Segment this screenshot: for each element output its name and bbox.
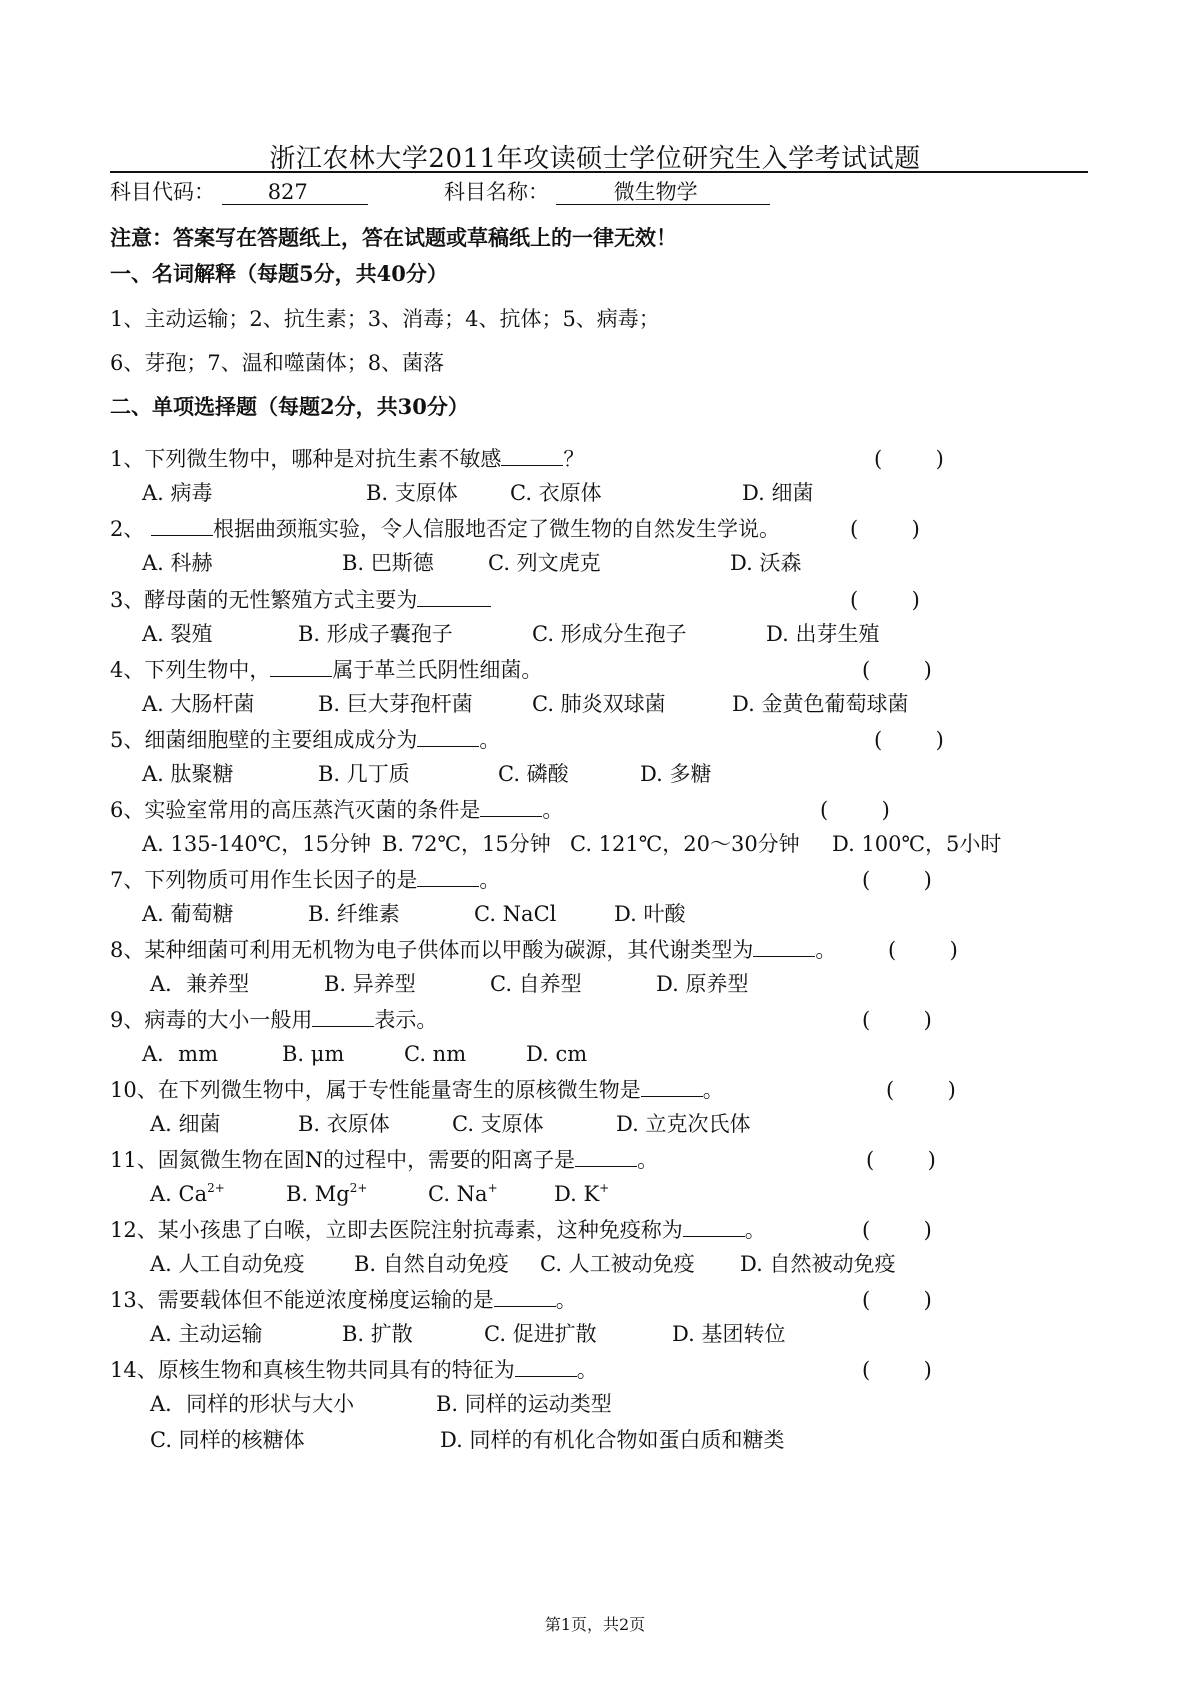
answer-option: B. 几丁质 <box>318 762 410 786</box>
answer-option: D. 多糖 <box>640 762 712 786</box>
answer-blank <box>683 1216 745 1237</box>
answer-option: B. 异养型 <box>324 972 416 996</box>
question-text: 9、病毒的大小一般用 <box>110 1008 313 1032</box>
answer-option: D. cm <box>526 1042 588 1066</box>
answer-option: C. Na+ <box>428 1181 498 1206</box>
question-text: 。 <box>576 1358 598 1382</box>
answer-blank <box>515 1356 577 1377</box>
page-title: 浙江农林大学2011年攻读硕士学位研究生入学考试试题 <box>269 144 921 174</box>
answer-option: D. 原养型 <box>656 972 749 996</box>
answer-blank <box>641 1076 703 1097</box>
question-stem <box>110 796 563 824</box>
answer-blank <box>417 866 479 887</box>
section2-heading: 二、单项选择题（每题2分，共30分） <box>110 394 469 419</box>
question-text: 表示。 <box>374 1008 438 1032</box>
answer-option: B. 纤维素 <box>308 902 400 926</box>
answer-parentheses: ( ) <box>820 798 890 822</box>
answer-option: D. 金黄色葡萄球菌 <box>732 692 909 716</box>
answer-parentheses: ( ) <box>888 938 958 962</box>
question-stem <box>110 1076 724 1104</box>
answer-option: C. NaCl <box>474 902 557 926</box>
question-text: 属于革兰氏阴性细菌。 <box>332 658 543 682</box>
answer-option: D. 出芽生殖 <box>766 622 880 646</box>
charge-superscript: 2+ <box>349 1181 368 1195</box>
answer-parentheses: ( ) <box>850 588 920 612</box>
answer-option: B. 扩散 <box>342 1322 413 1346</box>
answer-parentheses: ( ) <box>862 1288 932 1312</box>
answer-option: B. μm <box>282 1042 345 1066</box>
answer-option: D. K+ <box>554 1181 610 1206</box>
answer-option: C. 肺炎双球菌 <box>532 692 666 716</box>
answer-option: C. 人工被动免疫 <box>540 1252 695 1276</box>
answer-option: D. 自然被动免疫 <box>740 1252 896 1276</box>
question-text: 3、酵母菌的无性繁殖方式主要为 <box>110 588 418 612</box>
question-stem <box>110 866 500 894</box>
question-text: 13、需要载体但不能逆浓度梯度运输的是 <box>110 1288 494 1312</box>
answer-option: D. 同样的有机化合物如蛋白质和糖类 <box>440 1428 785 1452</box>
answer-option: A. 葡萄糖 <box>142 902 234 926</box>
answer-blank <box>270 656 332 677</box>
answer-parentheses: ( ) <box>874 447 944 471</box>
answer-parentheses: ( ) <box>862 1008 932 1032</box>
answer-option: B. 衣原体 <box>298 1112 390 1136</box>
answer-option: C. 自养型 <box>490 972 582 996</box>
answer-option: C. 同样的核糖体 <box>150 1428 305 1452</box>
question-stem <box>110 586 491 614</box>
answer-blank <box>501 445 563 466</box>
answer-parentheses: ( ) <box>866 1148 936 1172</box>
answer-option: B. 支原体 <box>366 481 458 505</box>
answer-blank <box>151 515 213 536</box>
answer-option: A．同样的形状与大小 <box>150 1392 355 1416</box>
question-text: 11、固氮微生物在固N的过程中，需要的阳离子是 <box>110 1148 576 1172</box>
question-stem <box>110 656 542 684</box>
answer-option: B. 巨大芽孢杆菌 <box>318 692 473 716</box>
answer-blank <box>494 1286 556 1307</box>
answer-option: B. 形成子囊孢子 <box>298 622 453 646</box>
question-text: 1、下列微生物中，哪种是对抗生素不敏感 <box>110 447 502 471</box>
question-text: 8、某种细菌可利用无机物为电子供体而以甲酸为碳源，其代谢类型为 <box>110 938 754 962</box>
answer-parentheses: ( ) <box>862 658 932 682</box>
answer-option: C. 列文虎克 <box>488 551 601 575</box>
answer-option: B. 同样的运动类型 <box>436 1392 612 1416</box>
question-text: 。 <box>815 938 837 962</box>
question-text: 7、下列物质可用作生长因子的是 <box>110 868 418 892</box>
answer-option: A. $Ca^{2+}$ <box>150 1181 225 1206</box>
question-stem <box>110 515 780 543</box>
answer-blank <box>753 936 815 957</box>
subject-code-row <box>110 178 368 206</box>
subject-name-row <box>444 178 770 206</box>
subject-name-value: 微生物学 <box>556 180 770 205</box>
question-text: 。 <box>542 798 564 822</box>
charge-superscript: 2+ <box>207 1181 225 1195</box>
answer-option: C. 磷酸 <box>498 762 569 786</box>
answer-option: D. 100℃，5小时 <box>832 832 1002 856</box>
answer-option: A．兼养型 <box>150 972 250 996</box>
answer-option: A. 主动运输 <box>150 1322 263 1346</box>
answer-option: C. 形成分生孢子 <box>532 622 687 646</box>
charge-superscript: + <box>599 1181 610 1195</box>
answer-parentheses: ( ) <box>862 1358 932 1382</box>
section1-line: 1、主动运输；2、抗生素；3、消毒；4、抗体；5、病毒； <box>110 307 660 331</box>
answer-option: B. $Mg^{2+}$ <box>286 1181 368 1206</box>
question-stem <box>110 1356 598 1384</box>
question-text: 14、原核生物和真核生物共同具有的特征为 <box>110 1358 515 1382</box>
question-stem <box>110 1286 577 1314</box>
answer-option: D. 细菌 <box>742 481 814 505</box>
question-stem <box>110 936 836 964</box>
answer-blank <box>312 1006 374 1027</box>
answer-parentheses: ( ) <box>850 517 920 541</box>
answer-option: A. 病毒 <box>142 481 213 505</box>
answer-option: A. 135-140℃，15分钟 <box>142 832 371 856</box>
question-text: 12、某小孩患了白喉，立即去医院注射抗毒素，这种免疫称为 <box>110 1218 683 1242</box>
answer-blank <box>480 796 542 817</box>
answer-option: C. 121℃，20～30分钟 <box>570 832 800 856</box>
question-text: 。 <box>637 1148 659 1172</box>
subject-code-label: 科目代码： <box>110 180 215 204</box>
question-text: 4、下列生物中， <box>110 658 271 682</box>
answer-option: B. 72℃，15分钟 <box>382 832 551 856</box>
answer-option: D. 基团转位 <box>672 1322 786 1346</box>
question-stem <box>110 445 584 473</box>
question-stem <box>110 1006 437 1034</box>
question-text: 。 <box>702 1078 724 1102</box>
answer-option: B. 自然自动免疫 <box>354 1252 509 1276</box>
answer-option: C. 促进扩散 <box>484 1322 597 1346</box>
question-text: 。 <box>479 728 501 752</box>
answer-option: C. 支原体 <box>452 1112 544 1136</box>
answer-option: D. 叶酸 <box>614 902 686 926</box>
question-text: 6、实验室常用的高压蒸汽灭菌的条件是 <box>110 798 481 822</box>
question-text: 根据曲颈瓶实验，令人信服地否定了微生物的自然发生学说。 <box>213 517 781 541</box>
question-text: 。 <box>744 1218 766 1242</box>
answer-option: C. 衣原体 <box>510 481 602 505</box>
answer-blank <box>575 1146 637 1167</box>
answer-parentheses: ( ) <box>862 1218 932 1242</box>
answer-parentheses: ( ) <box>862 868 932 892</box>
question-text: 。 <box>555 1288 577 1312</box>
subject-name-label: 科目名称： <box>444 180 549 204</box>
answer-option: D. 沃森 <box>730 551 802 575</box>
answer-blank <box>417 586 491 607</box>
question-text: 2、 <box>110 517 152 541</box>
question-text: ？ <box>563 447 585 471</box>
subject-code-value: 827 <box>222 180 368 205</box>
page-footer: 第1页，共2页 <box>544 1615 646 1634</box>
question-stem <box>110 726 500 754</box>
answer-blank <box>417 726 479 747</box>
charge-superscript: + <box>487 1181 498 1195</box>
answer-parentheses: ( ) <box>886 1078 956 1102</box>
answer-parentheses: ( ) <box>874 728 944 752</box>
answer-option: A．mm <box>142 1042 218 1066</box>
question-text: 。 <box>479 868 501 892</box>
answer-option: C. nm <box>404 1042 467 1066</box>
answer-option: A. 大肠杆菌 <box>142 692 255 716</box>
question-text: 10、在下列微生物中，属于专性能量寄生的原核微生物是 <box>110 1078 641 1102</box>
answer-option: B. 巴斯德 <box>342 551 434 575</box>
answer-option: D. 立克次氏体 <box>616 1112 751 1136</box>
title-divider <box>110 171 1088 173</box>
section1-heading: 一、名词解释（每题5分，共40分） <box>110 261 448 286</box>
answer-option: A. 裂殖 <box>142 622 213 646</box>
question-stem <box>110 1146 658 1174</box>
section1-line: 6、芽孢；7、温和噬菌体；8、菌落 <box>110 351 445 375</box>
answer-option: A. 细菌 <box>150 1112 221 1136</box>
answer-option: A. 肽聚糖 <box>142 762 234 786</box>
question-stem <box>110 1216 766 1244</box>
notice: 注意：答案写在答题纸上，答在试题或草稿纸上的一律无效！ <box>110 225 677 250</box>
answer-option: A. 科赫 <box>142 551 213 575</box>
answer-option: A. 人工自动免疫 <box>150 1252 305 1276</box>
question-text: 5、细菌细胞壁的主要组成成分为 <box>110 728 418 752</box>
